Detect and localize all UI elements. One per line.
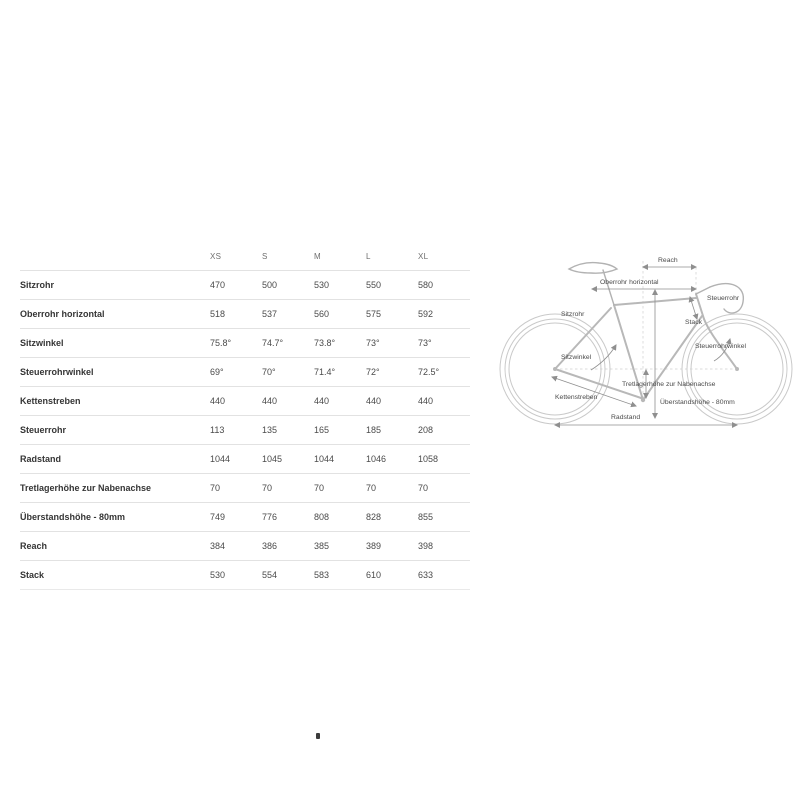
geometry-value-cell: 550 bbox=[366, 271, 418, 300]
geometry-value-cell: 560 bbox=[314, 300, 366, 329]
geometry-value-cell: 75.8° bbox=[210, 329, 262, 358]
geometry-value-cell: 71.4° bbox=[314, 358, 366, 387]
geometry-value-cell: 165 bbox=[314, 416, 366, 445]
geometry-row-label: Kettenstreben bbox=[20, 387, 210, 416]
geometry-value-cell: 530 bbox=[210, 561, 262, 590]
geometry-value-cell: 633 bbox=[418, 561, 470, 590]
steuerrohr-arrow bbox=[690, 297, 697, 319]
geometry-row-label: Sitzrohr bbox=[20, 271, 210, 300]
geometry-value-cell: 537 bbox=[262, 300, 314, 329]
geometry-row-label: Reach bbox=[20, 532, 210, 561]
geometry-value-cell: 592 bbox=[418, 300, 470, 329]
bottom-bracket bbox=[641, 398, 645, 402]
size-column-header: S bbox=[262, 252, 268, 261]
geometry-value-cell: 384 bbox=[210, 532, 262, 561]
geometry-row-label: Steuerrohr bbox=[20, 416, 210, 445]
size-column-header: XS bbox=[210, 252, 222, 261]
geometry-value-cell: 386 bbox=[262, 532, 314, 561]
table-row bbox=[20, 445, 470, 474]
geometry-value-cell: 1046 bbox=[366, 445, 418, 474]
geometry-table-header bbox=[20, 252, 470, 271]
geometry-value-cell: 583 bbox=[314, 561, 366, 590]
geometry-row-label: Oberrohr horizontal bbox=[20, 300, 210, 329]
geometry-value-cell: 1044 bbox=[210, 445, 262, 474]
geometry-value-cell: 808 bbox=[314, 503, 366, 532]
geometry-value-cell: 72° bbox=[366, 358, 418, 387]
geometry-value-cell: 500 bbox=[262, 271, 314, 300]
geometry-value-cell: 518 bbox=[210, 300, 262, 329]
geometry-value-cell: 70 bbox=[314, 474, 366, 503]
diagram-label-tretlagerhoehe: Tretlagerhöhe zur Nabenachse bbox=[622, 381, 716, 388]
table-row bbox=[20, 561, 470, 590]
geometry-value-cell: 530 bbox=[314, 271, 366, 300]
diagram-label-reach: Reach bbox=[658, 257, 678, 264]
geometry-table-body bbox=[20, 271, 470, 590]
size-header-row bbox=[20, 252, 470, 271]
bike-geometry-diagram bbox=[495, 248, 800, 443]
geometry-table-section bbox=[20, 252, 470, 590]
geometry-value-cell: 389 bbox=[366, 532, 418, 561]
geometry-value-cell: 554 bbox=[262, 561, 314, 590]
geometry-value-cell: 1045 bbox=[262, 445, 314, 474]
geometry-value-cell: 70 bbox=[210, 474, 262, 503]
geometry-value-cell: 73.8° bbox=[314, 329, 366, 358]
geometry-value-cell: 440 bbox=[418, 387, 470, 416]
geometry-value-cell: 69° bbox=[210, 358, 262, 387]
table-row bbox=[20, 329, 470, 358]
geometry-value-cell: 70 bbox=[366, 474, 418, 503]
geometry-value-cell: 855 bbox=[418, 503, 470, 532]
geometry-value-cell: 135 bbox=[262, 416, 314, 445]
stray-dot bbox=[316, 733, 320, 739]
table-row bbox=[20, 387, 470, 416]
geometry-value-cell: 398 bbox=[418, 532, 470, 561]
table-row bbox=[20, 358, 470, 387]
empty-header-cell bbox=[20, 252, 210, 271]
geometry-value-cell: 385 bbox=[314, 532, 366, 561]
size-column-header: M bbox=[314, 252, 321, 261]
geometry-value-cell: 440 bbox=[366, 387, 418, 416]
table-row bbox=[20, 474, 470, 503]
geometry-value-cell: 73° bbox=[366, 329, 418, 358]
diagram-label-steuerrohrwinkel: Steuerrohrwinkel bbox=[695, 343, 746, 350]
diagram-label-oberrohr: Oberrohr horizontal bbox=[600, 279, 659, 286]
geometry-value-cell: 610 bbox=[366, 561, 418, 590]
table-row bbox=[20, 503, 470, 532]
diagram-label-sitzwinkel: Sitzwinkel bbox=[561, 354, 592, 361]
diagram-label-steuerrohr: Steuerrohr bbox=[707, 295, 740, 302]
geometry-value-cell: 828 bbox=[366, 503, 418, 532]
geometry-value-cell: 185 bbox=[366, 416, 418, 445]
diagram-label-kettenstreben: Kettenstreben bbox=[555, 394, 598, 401]
geometry-value-cell: 440 bbox=[210, 387, 262, 416]
geometry-value-cell: 74.7° bbox=[262, 329, 314, 358]
saddle bbox=[569, 263, 617, 274]
geometry-row-label: Sitzwinkel bbox=[20, 329, 210, 358]
geometry-row-label: Steuerrohrwinkel bbox=[20, 358, 210, 387]
geometry-row-label: Überstandshöhe - 80mm bbox=[20, 503, 210, 532]
size-column-header: L bbox=[366, 252, 371, 261]
geometry-value-cell: 575 bbox=[366, 300, 418, 329]
table-row bbox=[20, 271, 470, 300]
size-column-header: XL bbox=[418, 252, 429, 261]
geometry-value-cell: 1058 bbox=[418, 445, 470, 474]
geometry-value-cell: 208 bbox=[418, 416, 470, 445]
geometry-value-cell: 70 bbox=[262, 474, 314, 503]
seat-post bbox=[603, 270, 614, 305]
stem bbox=[696, 287, 710, 294]
geometry-value-cell: 70° bbox=[262, 358, 314, 387]
geometry-value-cell: 749 bbox=[210, 503, 262, 532]
geometry-value-cell: 440 bbox=[262, 387, 314, 416]
geometry-value-cell: 70 bbox=[418, 474, 470, 503]
geometry-row-label: Tretlagerhöhe zur Nabenachse bbox=[20, 474, 210, 503]
geometry-value-cell: 1044 bbox=[314, 445, 366, 474]
geometry-row-label: Stack bbox=[20, 561, 210, 590]
geometry-row-label: Radstand bbox=[20, 445, 210, 474]
table-row bbox=[20, 300, 470, 329]
geometry-value-cell: 580 bbox=[418, 271, 470, 300]
geometry-value-cell: 73° bbox=[418, 329, 470, 358]
geometry-value-cell: 72.5° bbox=[418, 358, 470, 387]
geometry-value-cell: 440 bbox=[314, 387, 366, 416]
diagram-label-stack: Stack bbox=[685, 319, 702, 326]
table-row bbox=[20, 532, 470, 561]
geometry-value-cell: 776 bbox=[262, 503, 314, 532]
diagram-label-sitzrohr: Sitzrohr bbox=[561, 311, 585, 318]
head-tube bbox=[696, 294, 704, 319]
diagram-label-radstand: Radstand bbox=[611, 414, 641, 421]
table-row bbox=[20, 416, 470, 445]
geometry-value-cell: 470 bbox=[210, 271, 262, 300]
geometry-table bbox=[20, 252, 470, 590]
geometry-value-cell: 113 bbox=[210, 416, 262, 445]
diagram-label-ueberstandshoehe: Überstandshöhe - 80mm bbox=[660, 399, 735, 406]
